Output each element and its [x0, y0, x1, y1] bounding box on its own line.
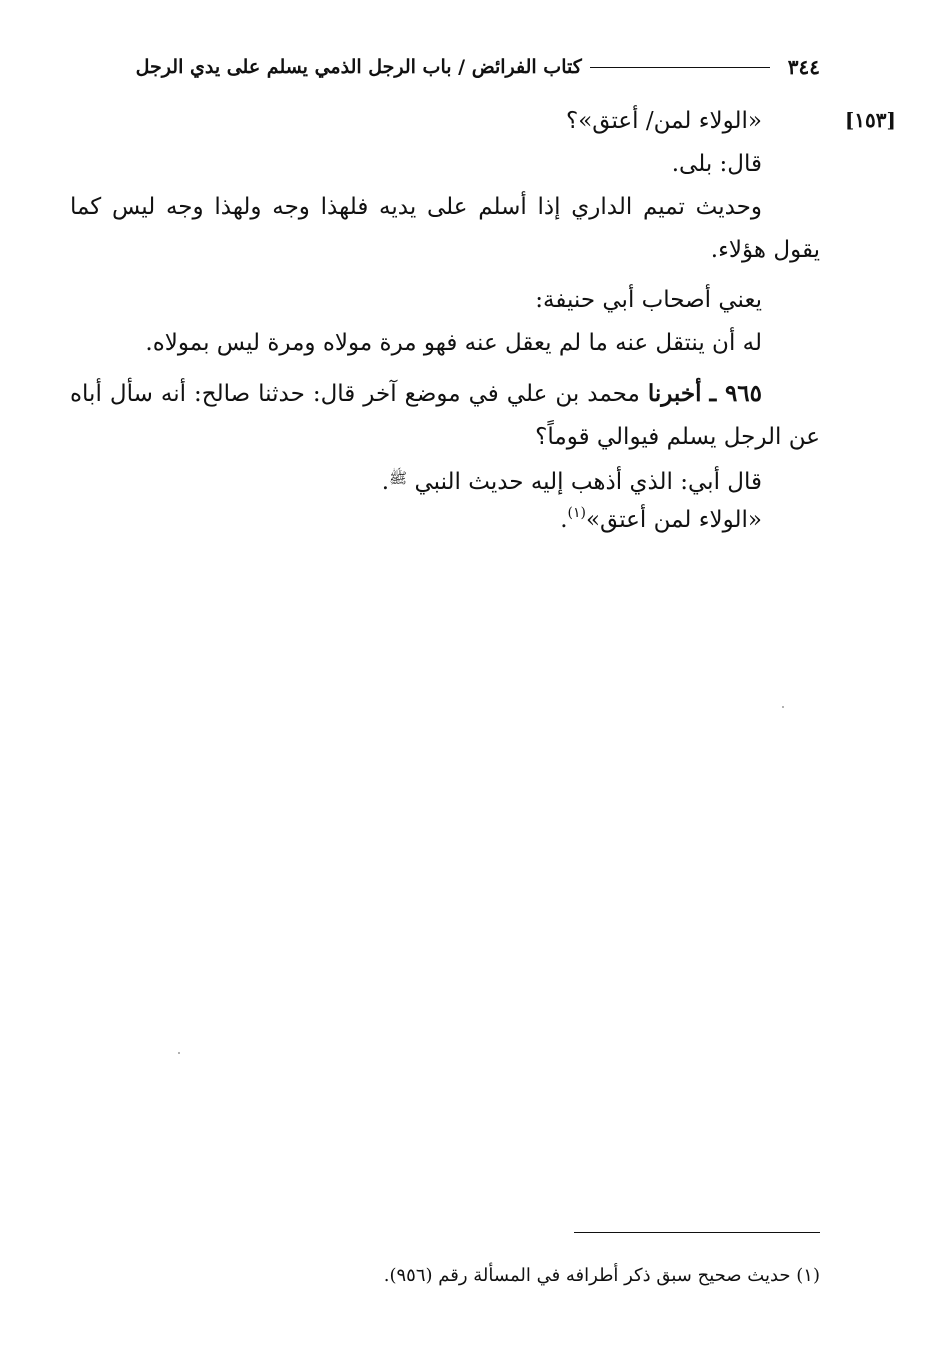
footnote-reference: (١)	[567, 505, 586, 521]
scan-speck	[782, 706, 784, 708]
scan-speck	[178, 1052, 180, 1054]
quoted-hadith-line	[70, 501, 820, 539]
answer-end: .	[381, 469, 390, 495]
father-answer-line	[70, 459, 820, 501]
salutation-glyph: ﷺ	[389, 469, 408, 487]
clarification-line: يعني أصحاب أبي حنيفة:	[535, 287, 762, 313]
quoted-hadith: «الولاء لمن أعتق»	[585, 507, 762, 533]
answer-line: قال: بلى.	[671, 151, 762, 177]
hadith-lead: أخبرنا	[647, 380, 702, 407]
margin-marker: [١٥٣]	[844, 108, 896, 132]
header-rule	[590, 67, 770, 68]
hadith-text: محمد بن علي في موضع آخر قال: حدثنا صالح: أنه سأل أباه عن الرجل يسلم فيوالي قوماً؟	[70, 381, 820, 450]
hadith-comment: وحديث تميم الداري إذا أسلم على يديه فلهذا وجه ولهذا وجه ليس كما يقول هؤلاء.	[70, 194, 820, 263]
header-title: كتاب الفرائض / باب الرجل الذمي يسلم على يدي الرجل	[135, 56, 582, 78]
hadith-number: ٩٦٥ ـ	[709, 380, 763, 407]
quote-end: .	[560, 507, 568, 533]
page-number: ٣٤٤	[787, 55, 820, 79]
footnote: (١) حديث صحيح سبق ذكر أطرافه في المسألة رقم (٩٥٦).	[383, 1265, 820, 1286]
running-header	[70, 50, 820, 84]
father-answer-text: قال أبي: الذي أذهب إليه حديث النبي	[414, 469, 762, 495]
ruling-line: له أن ينتقل عنه ما لم يعقل عنه فهو مرة مولاه ومرة ليس بمولاه.	[145, 330, 762, 356]
hadith-paragraph	[70, 372, 820, 459]
main-text	[70, 100, 820, 539]
footnote-separator	[574, 1232, 820, 1233]
question-line: «الولاء لمن/ أعتق»؟	[566, 108, 762, 134]
